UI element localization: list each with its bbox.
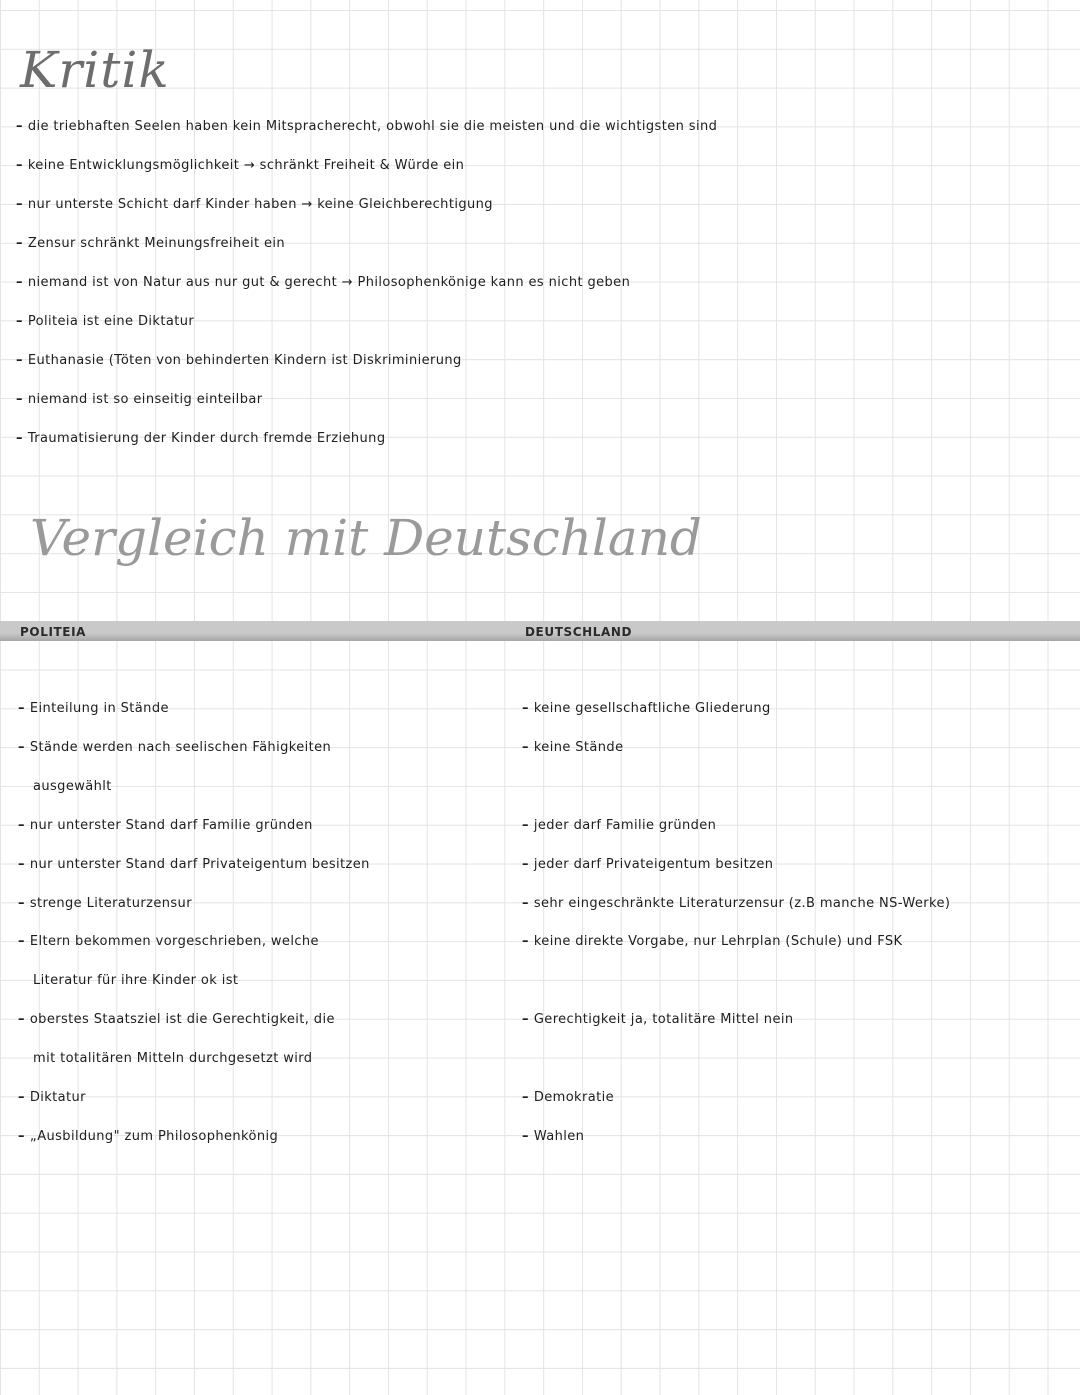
- kritik-item: – keine Entwicklungsmöglichkeit → schränkt Freiheit & Würde ein: [16, 156, 464, 176]
- kritik-heading: Kritik: [20, 41, 170, 99]
- deutschland-item: – keine Stände: [522, 738, 623, 758]
- deutschland-item: – Demokratie: [522, 1088, 614, 1108]
- deutschland-item: – jeder darf Familie gründen: [522, 816, 716, 836]
- politeia-item: – Einteilung in Stände: [18, 699, 169, 719]
- politeia-item: – Stände werden nach seelischen Fähigkeiten: [18, 738, 331, 758]
- kritik-item: – niemand ist von Natur aus nur gut & gerecht → Philosophenkönige kann es nicht geben: [16, 273, 630, 293]
- politeia-item-continued: Literatur für ihre Kinder ok ist: [33, 973, 239, 988]
- politeia-item: – oberstes Staatsziel ist die Gerechtigkeit, die: [18, 1010, 335, 1030]
- politeia-item: – nur unterster Stand darf Privateigentum besitzen: [18, 855, 370, 875]
- vergleich-heading: Vergleich mit Deutschland: [30, 509, 702, 567]
- politeia-item-continued: mit totalitären Mitteln durchgesetzt wird: [33, 1051, 313, 1066]
- politeia-item: – nur unterster Stand darf Familie gründen: [18, 816, 313, 836]
- politeia-item: – Eltern bekommen vorgeschrieben, welche: [18, 932, 319, 952]
- column-header-deutschland: DEUTSCHLAND: [525, 625, 633, 639]
- kritik-item: – Euthanasie (Töten von behinderten Kindern ist Diskriminierung: [16, 351, 462, 371]
- kritik-item: – Politeia ist eine Diktatur: [16, 312, 194, 332]
- deutschland-item: – Wahlen: [522, 1127, 584, 1147]
- kritik-item: – Zensur schränkt Meinungsfreiheit ein: [16, 234, 285, 254]
- column-header-politeia: POLITEIA: [20, 625, 87, 639]
- deutschland-item: – jeder darf Privateigentum besitzen: [522, 855, 773, 875]
- politeia-item: – strenge Literaturzensur: [18, 894, 192, 914]
- deutschland-item: – keine gesellschaftliche Gliederung: [522, 699, 771, 719]
- politeia-item-continued: ausgewählt: [33, 779, 112, 794]
- kritik-item: – Traumatisierung der Kinder durch fremde Erziehung: [16, 429, 385, 449]
- kritik-item: – niemand ist so einseitig einteilbar: [16, 390, 262, 410]
- deutschland-item: – sehr eingeschränkte Literaturzensur (z.B manche NS-Werke): [522, 894, 950, 914]
- kritik-item: – die triebhaften Seelen haben kein Mitspracherecht, obwohl sie die meisten und die wichtigsten sind: [16, 117, 717, 137]
- deutschland-item: – Gerechtigkeit ja, totalitäre Mittel nein: [522, 1010, 794, 1030]
- politeia-item: – Diktatur: [18, 1088, 86, 1108]
- politeia-item: – „Ausbildung" zum Philosophenkönig: [18, 1127, 278, 1147]
- kritik-item: – nur unterste Schicht darf Kinder haben → keine Gleichberechtigung: [16, 195, 493, 215]
- deutschland-item: – keine direkte Vorgabe, nur Lehrplan (Schule) und FSK: [522, 932, 902, 952]
